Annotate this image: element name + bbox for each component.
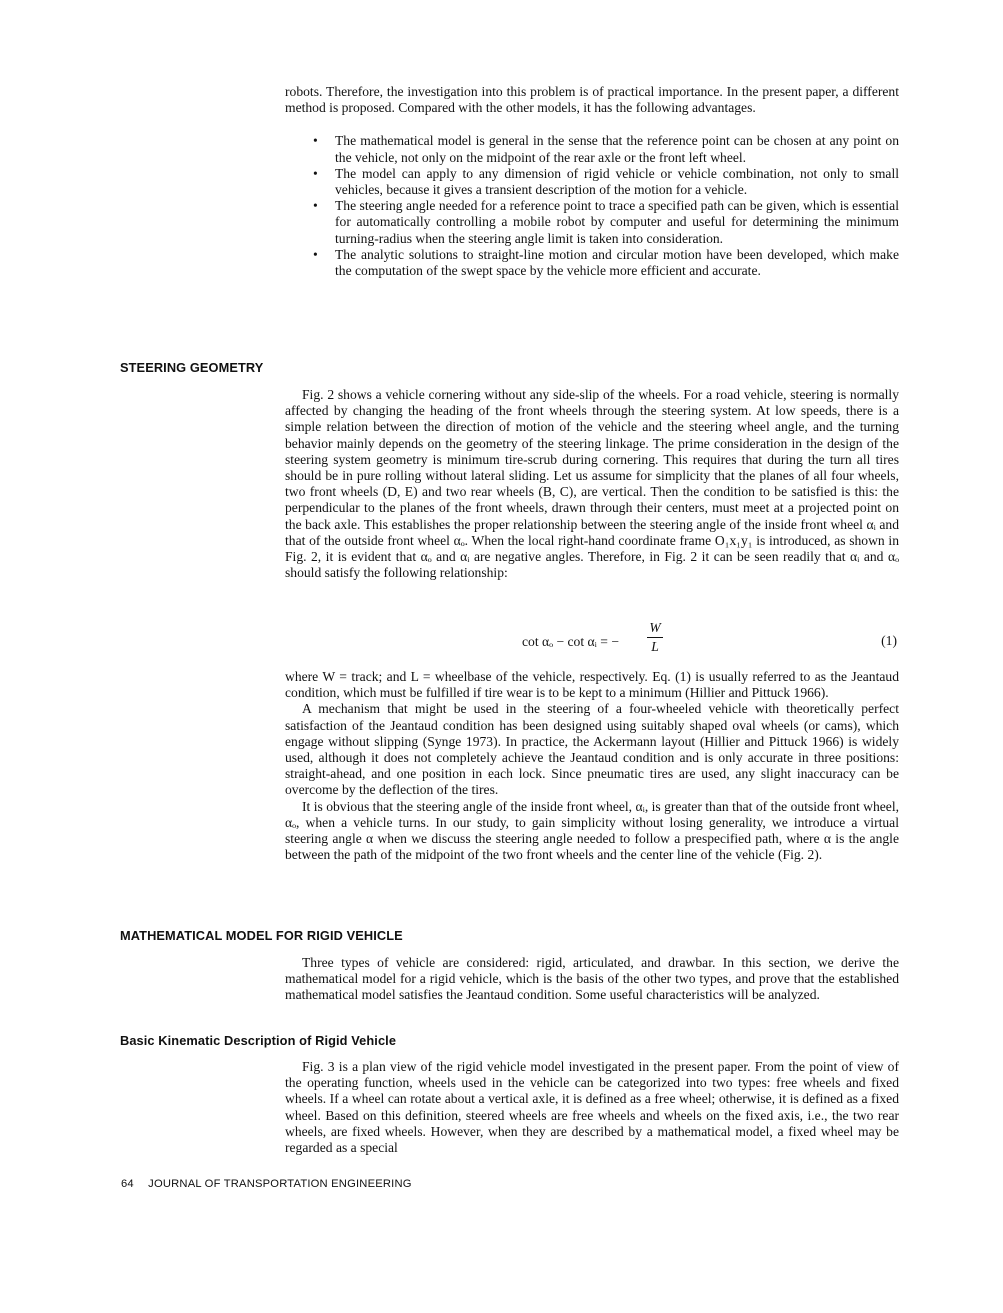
- steering-paragraph-4: It is obvious that the steering angle of the inside front wheel, αᵢ, is greater than that of the outside front wheel, αₒ, when a vehicle turns. In our study, to gain simplicity without losing generality, we introduce a virtual steering angle α when we discuss the steering angle needed to follow a prespecified path, where α is the angle between the path of the midpoint of the two front wheels and the center line of the vehicle (Fig. 2).: [285, 798, 899, 863]
- list-item: [285, 166, 899, 198]
- bullet-icon: •: [313, 133, 318, 149]
- equation-lhs: cot αₒ − cot αᵢ = −: [522, 634, 619, 649]
- page-number: 64: [121, 1178, 134, 1190]
- kinematic-paragraph-1: Fig. 3 is a plan view of the rigid vehicle model investigated in the present paper. From the point of view of the operating function, wheels used in the vehicle can be categorized into two types: free wheels and fixed wheels. If a wheel can rotate about a vertical axle, it is defined as a free wheel; otherwise, it is defined as a fixed wheel. Based on this definition, steered wheels are free wheels and wheels on the fixed axis, i.e., the two rear wheels, are fixed wheels. However, when they are described by a mathematical model, a fixed wheel may be regarded as a special: [285, 1059, 899, 1156]
- bullet-icon: •: [313, 246, 318, 262]
- steering-paragraph-1: Fig. 2 shows a vehicle cornering without any side-slip of the wheels. For a road vehicle, steering is normally affected by changing the heading of the front wheels through the steering system. At low speeds, there is a simple relation between the direction of motion of the vehicle and the steering wheel angle, and the turning behavior mainly depends on the geometry of the steering linkage. The prime consideration in the design of the steering system geometry is minimum tire-scrub during cornering. This requires that during the turn all tires should be in pure rolling without lateral sliding. Let us assume for simplicity that the planes of all four wheels, two front wheels (D, E) and two rear wheels (B, C), are vertical. Then the condition to be satisfied is this: the perpendicular to the planes of the front wheels, drawn through their centers, must meet at a projected point on the back axle. This establishes the proper relationship between the steering angle of the inside front wheel αᵢ and that of the outside front wheel αₒ. When the local right-hand coordinate frame O₁x₁y₁ is introduced, as shown in Fig. 2, it is evident that αₒ and αᵢ are negative angles. Therefore, in Fig. 2 it can be seen readily that αᵢ and αₒ should satisfy the following relationship:: [285, 387, 899, 581]
- fraction-bar: [647, 637, 663, 638]
- equation-number: (1): [881, 633, 897, 648]
- steering-section-bottom: [285, 669, 899, 863]
- section-heading-mathematical-model: MATHEMATICAL MODEL FOR RIGID VEHICLE: [120, 928, 403, 943]
- bullet-icon: •: [313, 165, 318, 181]
- model-section: [285, 955, 899, 1004]
- subsection-heading-kinematic: Basic Kinematic Description of Rigid Vehicle: [120, 1033, 397, 1048]
- bullet-icon: •: [313, 198, 318, 214]
- list-item: [285, 133, 899, 165]
- list-item: [285, 198, 899, 247]
- intro-paragraph: robots. Therefore, the investigation into this problem is of practical importance. In the present paper, a different method is proposed. Compared with the other models, it has the following advantages.: [285, 84, 899, 116]
- steering-paragraph-3: A mechanism that might be used in the steering of a four-wheeled vehicle with theoretically perfect satisfaction of the Jeantaud condition has been designed using suitably shaped oval wheels (or cams), which engage without slipping (Synge 1973). In practice, the Ackermann layout (Hillier and Pittuck 1966) is widely used, although it does not completely achieve the Jeantaud condition and is only accurate in three positions: straight-ahead, and one position in each lock. Since pneumatic tires are used, any slight inaccuracy can be overcome by the deflection of the tires.: [285, 701, 899, 798]
- kinematic-section: [285, 1059, 899, 1156]
- model-paragraph-1: Three types of vehicle are considered: rigid, articulated, and drawbar. In this section, we derive the mathematical model for a rigid vehicle, which is the basis of the other two types, and prove that the established mathematical model satisfies the Jeantaud condition. Some useful characteristics will be analyzed.: [285, 955, 899, 1003]
- list-item-text: The analytic solutions to straight-line motion and circular motion have been developed, which make the computation of the swept space by the vehicle more efficient and accurate.: [335, 246, 899, 279]
- intro-section: [285, 84, 899, 279]
- page-footer: [121, 1178, 412, 1190]
- section-heading-steering-geometry: STEERING GEOMETRY: [120, 360, 264, 375]
- list-item-text: The model can apply to any dimension of rigid vehicle or vehicle combination, not only to small vehicles, because it gives a transient description of the motion for a vehicle.: [335, 165, 899, 198]
- steering-paragraph-2: where W = track; and L = wheelbase of the vehicle, respectively. Eq. (1) is usually referred to as the Jeantaud condition, which must be fulfilled if tire wear is to be kept to a minimum (Hillier and Pittuck 1966).: [285, 669, 899, 701]
- list-item-text: The steering angle needed for a reference point to trace a specified path can be given, which is essential for automatically controlling a mobile robot by computer and useful for determining the minimum turning-radius when the steering angle limit is taken into consideration.: [335, 198, 899, 246]
- fraction-denominator: L: [651, 639, 659, 654]
- fraction-numerator: W: [649, 620, 661, 635]
- advantages-list: [285, 133, 899, 279]
- equation-1: [285, 620, 899, 664]
- list-item-text: The mathematical model is general in the sense that the reference point can be chosen at any point on the vehicle, not only on the midpoint of the rear axle or the front left wheel.: [335, 133, 899, 165]
- journal-name: JOURNAL OF TRANSPORTATION ENGINEERING: [148, 1178, 412, 1190]
- list-item: [285, 247, 899, 279]
- equation-fraction: [647, 620, 663, 655]
- steering-section-top: [285, 387, 899, 581]
